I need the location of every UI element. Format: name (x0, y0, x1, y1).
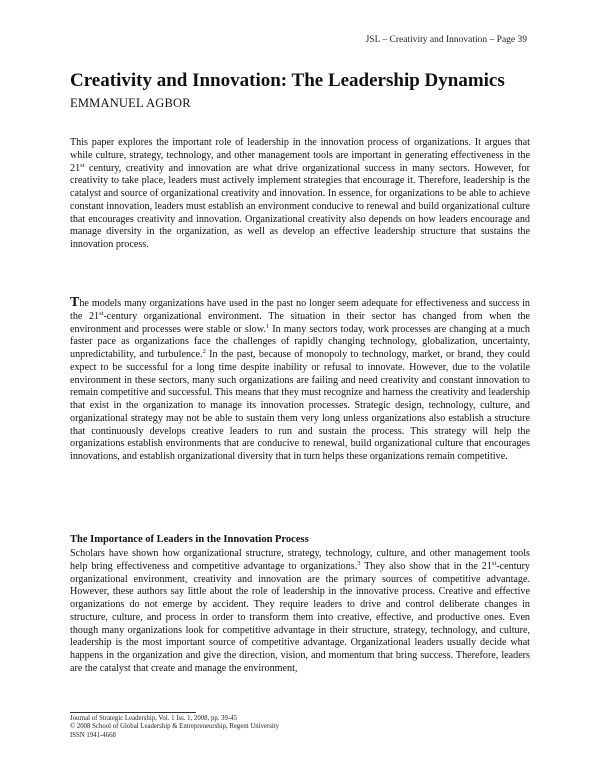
footer-rule (70, 712, 196, 713)
section-text-1: Scholars have shown how organizational structure, strategy, technology, culture, and other management tools help bring effectiveness and competitive advantage to organizations. (70, 548, 530, 572)
intro-text-1: he models many organizations have used in the past no longer seem adequate for effectiveness and success in the 21 (70, 298, 530, 322)
abstract-text-b: century, creativity and innovation are what drive organizational success in many sectors. However, for creativity to take place, leaders must actively implement strategies that encourage it. Therefore, leadership is the catalyst and source of organizational creativity and innovation. In essence, for organizations to be able to achieve constant innovation, leaders must establish an environment conducive to renewal and build organizational culture that encourages creativity and innovation. Organizational creativity also depends on how leaders encourage and manage diversity in the organization, as well as develop an effective leadership structure that sustains the innovation process. (70, 162, 530, 250)
ordinal-superscript: st (491, 559, 497, 567)
footnote-ref-2[interactable]: 2 (202, 348, 206, 355)
section-text-3: -century organizational environment, creativity and innovation are the primary sources of competitive advantage. However, these authors say little about the role of leadership in the innovative process. Creative and effective organizations do not emerge by accident. They require leaders to drive and control deliberate changes in structure, culture, and process in order to transform them into creative, effective, and productive ones. Even though many organizations look for competitive advantage in their structure, strategy, technology, and culture, leadership is the most important source of competitive advantage. Organizational leaders usually decide what happens in the organization and give the direction, vision, and momentum that bring success. Therefore, leaders are the catalyst that create and manage the environment, (70, 560, 530, 674)
intro-text-2: -century organizational environment. The situation in their sector has changed from when the environment and processes were stable or slow. (70, 310, 530, 335)
author-name: EMMANUEL AGBOR (70, 96, 191, 110)
drop-cap: T (70, 295, 80, 310)
footnote-ref-3[interactable]: 3 (357, 559, 361, 567)
footer-issn: ISSN 1941-4668 (70, 731, 116, 739)
section-paragraph (70, 548, 530, 676)
intro-text-4: In the past, because of monopoly to technology, market, or brand, they could expect to be successful for a long time despite inability or refusal to innovate. However, due to the volatile environment in these sectors, many such organizations are failing and need creativity and constant innovation to remain competitive and successful. This means that they must recognize and harness the creativity and leadership that exist in the organization to manage its innovation processes. Strategic design, technology, culture, and organizational strategy may not be able to sustain them very long unless organizations also establish a structure that continuously develops creative leaders to run and sustain the process. This strategy will help the organizations establish environments that are conducive to renewal, build organizational culture that encourages innovations, and establish organizational diversity that in turn helps these organizations remain competitive. (70, 349, 530, 462)
footer-copyright: © 2008 School of Global Leadership & Entrepreneurship, Regent University (70, 723, 280, 731)
intro-text-3: In many sectors today, work processes are changing at a much faster pace as organizations face the challenges of rapidly changing technology, globalization, uncertainty, unpredictability, and turbulence. (70, 323, 530, 360)
abstract (70, 137, 530, 252)
footer-journal: Journal of Strategic Leadership, Vol. 1 Iss. 1, 2008, pp. 39-45 (70, 715, 238, 722)
page-footer (70, 715, 279, 740)
abstract-text-a: This paper explores the important role of leadership in the innovation process of organizations. It argues that while culture, strategy, technology, and other management tools are important in generating effectiveness in the 21 (70, 137, 530, 174)
section-heading: The Importance of Leaders in the Innovation Process (70, 534, 309, 545)
footnote-ref-1[interactable]: 1 (265, 322, 270, 330)
article-title: Creativity and Innovation: The Leadership Dynamics (70, 70, 505, 91)
ordinal-superscript: st (80, 161, 85, 169)
running-head: JSL – Creativity and Innovation – Page 39 (365, 35, 527, 45)
section-text-2: They also show that in the 21 (360, 560, 492, 572)
intro-paragraph (70, 297, 530, 464)
ordinal-superscript: st (99, 309, 104, 317)
